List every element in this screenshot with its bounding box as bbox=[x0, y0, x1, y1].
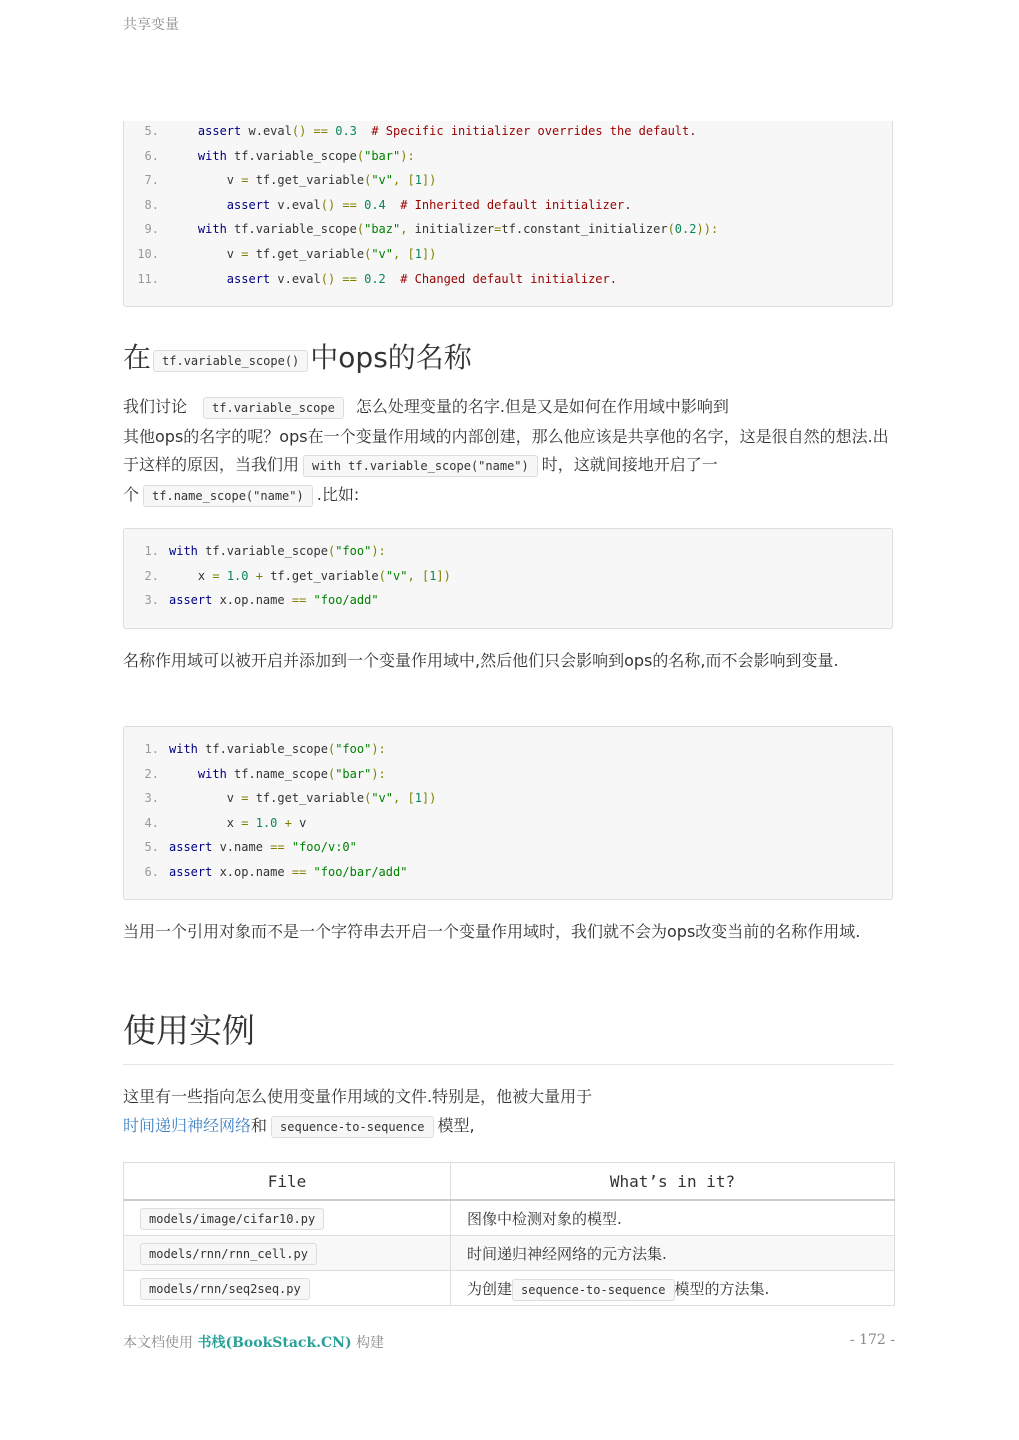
code-token: # Specific initializer overrides the default. bbox=[371, 124, 697, 138]
code-token: 1 bbox=[414, 173, 422, 188]
code-token bbox=[169, 767, 198, 781]
column-header: What’s in it? bbox=[451, 1163, 895, 1201]
code-token: w bbox=[241, 124, 256, 138]
code-token: v bbox=[299, 815, 307, 830]
code-token: 1.0 bbox=[226, 568, 249, 583]
code-line bbox=[124, 837, 357, 857]
code-token: tf.variable_scope bbox=[226, 148, 357, 163]
rnn-link[interactable]: 时间递归神经网络 bbox=[123, 1115, 252, 1135]
code-token: initializer bbox=[414, 222, 495, 237]
code-token: = bbox=[241, 247, 249, 261]
code-token bbox=[386, 198, 400, 212]
inline-code: tf.name_scope("name") bbox=[143, 485, 313, 507]
text: 图像中检测对象的模型. bbox=[467, 1209, 622, 1228]
code-token: )) bbox=[696, 222, 711, 237]
code-token: + bbox=[277, 815, 300, 830]
line-number: 7. bbox=[144, 173, 159, 188]
paragraph bbox=[123, 1083, 898, 1141]
code-token: "foo/bar/add" bbox=[313, 865, 408, 879]
code-token: assert bbox=[226, 271, 271, 286]
code-line bbox=[124, 788, 436, 808]
code-token: 1 bbox=[429, 568, 437, 583]
code-token: assert bbox=[169, 865, 213, 879]
code-token: ( bbox=[327, 742, 336, 756]
code-token bbox=[169, 272, 227, 286]
table-row bbox=[124, 1271, 895, 1306]
text: 这里有一些指向怎么使用变量作用域的文件.特别是，他被大量用于 bbox=[123, 1087, 593, 1106]
code-token: ( bbox=[364, 173, 372, 188]
code-line bbox=[124, 566, 451, 586]
code-line bbox=[124, 170, 436, 190]
file-cell bbox=[124, 1200, 451, 1236]
file-path: models/image/cifar10.py bbox=[140, 1208, 324, 1230]
code-token: () bbox=[320, 197, 336, 212]
code-token: 0.2 bbox=[364, 271, 386, 286]
code-token: ): bbox=[371, 742, 386, 756]
page-footer bbox=[123, 1332, 895, 1352]
code-token: tf.name_scope bbox=[226, 766, 328, 781]
code-token bbox=[169, 149, 198, 163]
code-token: ]) bbox=[421, 791, 437, 806]
code-token: assert bbox=[169, 840, 213, 855]
code-token: = bbox=[241, 173, 249, 188]
code-token: tf.get_variable bbox=[248, 791, 365, 806]
inline-code: with tf.variable_scope("name") bbox=[303, 455, 538, 477]
footer-text: 本文档使用 bbox=[123, 1335, 198, 1351]
code-token: ]) bbox=[436, 568, 451, 583]
text: 模型, bbox=[437, 1115, 475, 1135]
code-token: == bbox=[306, 124, 336, 138]
text: 和 bbox=[251, 1115, 268, 1135]
code-token: = bbox=[241, 791, 249, 806]
inline-code: sequence-to-sequence bbox=[271, 1116, 434, 1138]
line-number: 6. bbox=[144, 148, 159, 163]
text: 我们讨论 bbox=[123, 397, 188, 416]
file-cell bbox=[124, 1236, 451, 1271]
code-token: "bar" bbox=[335, 766, 372, 781]
code-token: = bbox=[212, 568, 220, 583]
code-line bbox=[124, 219, 718, 239]
code-block bbox=[123, 121, 893, 307]
footer-text: 构建 bbox=[351, 1335, 385, 1351]
text: 模型的方法集. bbox=[674, 1279, 770, 1298]
code-token: "v" bbox=[371, 173, 393, 188]
line-number: 1. bbox=[144, 544, 159, 558]
code-token bbox=[306, 865, 313, 879]
table-row bbox=[124, 1200, 895, 1236]
paragraph: 名称作用域可以被开启并添加到一个变量作用域中,然后他们只会影响到ops的名称,而不会影响到变量. bbox=[123, 651, 839, 670]
description-cell bbox=[451, 1236, 895, 1271]
code-token: tf.variable_scope bbox=[197, 742, 328, 756]
code-token: 1.0 bbox=[255, 815, 278, 830]
code-block bbox=[123, 528, 893, 629]
code-token: x.op.name bbox=[212, 865, 292, 879]
line-number: 4. bbox=[144, 815, 159, 830]
code-line bbox=[124, 121, 696, 141]
heading-prefix: 在 bbox=[123, 341, 152, 374]
code-token: ): bbox=[371, 544, 386, 558]
line-number: 9. bbox=[144, 222, 159, 237]
code-token: 0.3 bbox=[335, 124, 357, 138]
code-block bbox=[123, 726, 893, 900]
text: 为创建 bbox=[467, 1279, 513, 1298]
code-token: eval bbox=[262, 124, 292, 138]
code-token: v bbox=[169, 247, 242, 261]
code-line bbox=[124, 195, 631, 215]
line-number: 5. bbox=[144, 840, 159, 855]
code-token: 0.4 bbox=[364, 197, 386, 212]
code-token: "foo/v:0" bbox=[291, 840, 357, 855]
running-head: 共享变量 bbox=[123, 17, 179, 33]
code-token: tf.get_variable bbox=[248, 173, 365, 188]
text: 时，这就间接地开启了一 bbox=[541, 455, 718, 474]
code-token: ): bbox=[400, 148, 415, 163]
code-token: x bbox=[169, 815, 242, 830]
paragraph: 当用一个引用对象而不是一个字符串去开启一个变量作用域时，我们就不会为ops改变当前的名称作用域. bbox=[123, 922, 861, 941]
code-token: ( bbox=[356, 148, 365, 163]
code-token bbox=[169, 198, 227, 212]
heading-rule bbox=[123, 1064, 894, 1065]
page-number: - 172 - bbox=[849, 1332, 895, 1348]
code-token: "v" bbox=[371, 247, 393, 261]
table-row bbox=[124, 1236, 895, 1271]
line-number: 2. bbox=[144, 568, 159, 583]
code-token: v.eval bbox=[270, 271, 321, 286]
code-token: with bbox=[169, 742, 198, 756]
code-token: , [ bbox=[393, 247, 415, 261]
text: 怎么处理变量的名字.但是又是如何在作用域中影响到 bbox=[355, 397, 729, 416]
code-line bbox=[124, 764, 386, 784]
code-token: x.op.name bbox=[212, 593, 292, 608]
code-line bbox=[124, 590, 379, 610]
code-token: . bbox=[255, 124, 263, 138]
code-token: = bbox=[494, 222, 502, 237]
file-path: models/rnn/seq2seq.py bbox=[140, 1278, 310, 1300]
bookstack-link[interactable]: 书栈(BookStack.CN) bbox=[197, 1335, 352, 1351]
code-token: , [ bbox=[393, 791, 415, 806]
code-token: , bbox=[400, 222, 415, 237]
code-token: "bar" bbox=[364, 148, 401, 163]
code-token: x bbox=[169, 568, 213, 583]
inline-code: tf.variable_scope() bbox=[153, 350, 308, 372]
line-number: 1. bbox=[144, 742, 159, 756]
code-token bbox=[306, 593, 313, 607]
code-line bbox=[124, 739, 386, 759]
code-line bbox=[124, 244, 436, 264]
code-token: ( bbox=[327, 766, 336, 781]
code-token: assert bbox=[197, 124, 242, 138]
code-line bbox=[124, 541, 386, 561]
column-header: File bbox=[124, 1163, 451, 1201]
code-token: == bbox=[335, 271, 365, 286]
inline-code: sequence-to-sequence bbox=[512, 1279, 675, 1301]
line-number: 3. bbox=[144, 593, 159, 608]
code-line bbox=[124, 862, 407, 882]
code-token: + bbox=[248, 568, 271, 583]
code-token: , [ bbox=[393, 173, 415, 188]
code-token: "foo/add" bbox=[313, 593, 379, 608]
description-cell bbox=[451, 1200, 895, 1236]
code-token: ( bbox=[356, 222, 365, 237]
table-header-row bbox=[124, 1163, 895, 1201]
code-token: 1 bbox=[414, 247, 422, 261]
code-token: "v" bbox=[371, 791, 393, 806]
code-token: # Changed default initializer. bbox=[400, 271, 617, 286]
code-token bbox=[386, 272, 400, 286]
text: 时间递归神经网络的元方法集. bbox=[467, 1244, 667, 1263]
code-token: with bbox=[197, 766, 227, 781]
line-number: 6. bbox=[144, 865, 159, 879]
code-line bbox=[124, 813, 306, 833]
code-token: with bbox=[197, 148, 227, 163]
code-token: tf.get_variable bbox=[248, 247, 365, 261]
line-number: 3. bbox=[144, 791, 159, 806]
code-token: tf.variable_scope bbox=[197, 544, 328, 558]
code-token: == bbox=[291, 865, 307, 879]
code-token bbox=[220, 569, 227, 583]
code-line bbox=[124, 146, 415, 166]
code-token bbox=[357, 124, 371, 138]
code-token: ( bbox=[327, 544, 336, 558]
code-token: tf.constant_initializer bbox=[501, 222, 668, 237]
section-heading bbox=[123, 336, 472, 376]
line-number: 8. bbox=[144, 197, 159, 212]
code-line bbox=[124, 269, 617, 289]
code-token: == bbox=[270, 840, 285, 855]
code-token: tf.variable_scope bbox=[226, 222, 357, 237]
code-token: () bbox=[291, 124, 307, 138]
code-token: with bbox=[169, 544, 198, 558]
code-token: ]) bbox=[421, 247, 437, 261]
code-token bbox=[285, 840, 292, 854]
section-heading: 使用实例 bbox=[123, 1011, 255, 1050]
file-path: models/rnn/rnn_cell.py bbox=[140, 1243, 317, 1265]
code-token: with bbox=[197, 222, 227, 237]
files-table bbox=[123, 1162, 895, 1306]
code-token: tf.get_variable bbox=[270, 568, 379, 583]
line-number: 2. bbox=[144, 766, 159, 781]
description-cell bbox=[451, 1271, 895, 1306]
paragraph bbox=[123, 393, 898, 510]
code-token: ]) bbox=[421, 173, 437, 188]
code-token: "baz" bbox=[364, 222, 401, 237]
line-number: 11. bbox=[137, 271, 159, 286]
code-token: "foo" bbox=[335, 742, 372, 756]
code-token: "foo" bbox=[335, 544, 372, 558]
heading-suffix: 中ops的名称 bbox=[310, 341, 472, 374]
line-number: 10. bbox=[137, 247, 159, 261]
code-token: ( bbox=[667, 222, 675, 237]
code-token: "v" bbox=[385, 568, 408, 583]
code-token: == bbox=[291, 593, 307, 608]
code-token bbox=[248, 816, 255, 830]
line-number: 5. bbox=[144, 124, 159, 138]
text: .比如: bbox=[316, 484, 360, 504]
text: 其他ops的名字的呢？ops在一个变量作用域的内部创建，那么他应该是共享他的名字，这是很自然的想法.出于这样的原因，当我们用 bbox=[123, 426, 889, 474]
code-token: ( bbox=[364, 791, 372, 806]
code-token: v bbox=[169, 791, 242, 806]
code-token: ( bbox=[378, 568, 386, 583]
code-token: = bbox=[241, 815, 249, 830]
code-token bbox=[169, 222, 198, 236]
inline-code: tf.variable_scope bbox=[203, 397, 344, 419]
code-token: ): bbox=[371, 766, 386, 781]
code-token: : bbox=[710, 222, 719, 237]
code-token: assert bbox=[226, 197, 271, 212]
code-token: 1 bbox=[414, 791, 422, 806]
code-token: v.eval bbox=[270, 197, 321, 212]
code-token: # Inherited default initializer. bbox=[400, 197, 632, 212]
code-token: v.name bbox=[212, 840, 271, 855]
code-token: , [ bbox=[407, 568, 430, 583]
code-token: 0.2 bbox=[674, 222, 697, 237]
code-token: () bbox=[320, 271, 336, 286]
code-token: == bbox=[335, 197, 365, 212]
code-token: ( bbox=[364, 247, 372, 261]
file-cell bbox=[124, 1271, 451, 1306]
code-token bbox=[169, 124, 198, 138]
code-token: v bbox=[169, 173, 242, 188]
text: 个 bbox=[123, 484, 140, 504]
code-token: assert bbox=[169, 593, 213, 608]
